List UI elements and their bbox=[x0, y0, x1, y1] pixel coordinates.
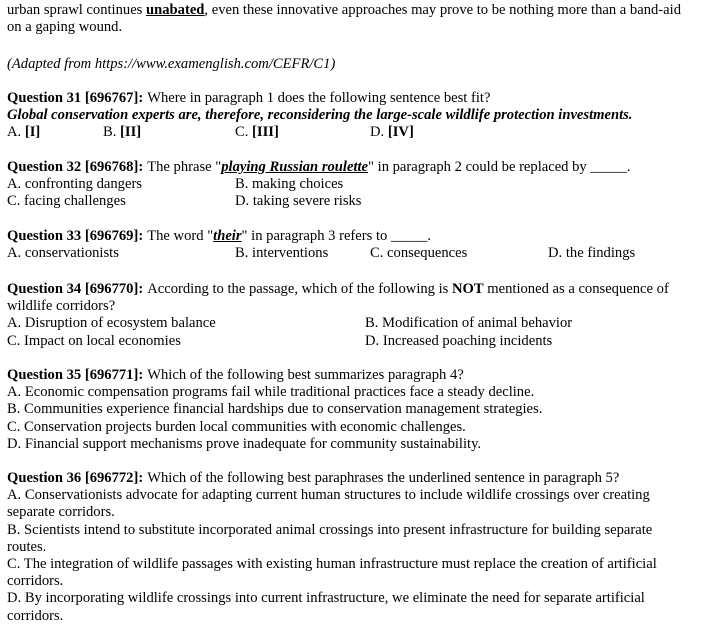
option-letter: A. bbox=[7, 176, 22, 193]
source-attribution: (Adapted from https://www.examenglish.com/CEFR/C1) bbox=[7, 56, 336, 72]
question-33 bbox=[7, 228, 695, 262]
question-35-prompt: Which of the following best summarizes paragraph 4? bbox=[147, 367, 464, 383]
question-33-option-b[interactable] bbox=[235, 245, 328, 262]
question-36-label: Question 36 [696772]: bbox=[7, 470, 144, 486]
question-36 bbox=[7, 470, 695, 625]
question-32-prompt-pre: The phrase " bbox=[147, 159, 222, 175]
option-text: [III] bbox=[252, 124, 279, 141]
question-33-prompt-post: " in paragraph 3 refers to _____. bbox=[241, 228, 432, 244]
option-letter: C. bbox=[235, 124, 249, 141]
passage-tail-paragraph bbox=[7, 2, 695, 36]
option-text: Increased poaching incidents bbox=[382, 332, 553, 349]
question-31-option-b[interactable] bbox=[103, 124, 141, 141]
option-text: Communities experience financial hardships due to conservation management strategies. bbox=[24, 401, 543, 418]
option-text: the findings bbox=[565, 245, 636, 262]
question-32-option-a[interactable] bbox=[7, 176, 142, 193]
option-letter: B. bbox=[235, 176, 249, 193]
question-35-option-b[interactable] bbox=[7, 401, 695, 418]
option-text: conservationists bbox=[24, 245, 119, 262]
question-35-option-c[interactable] bbox=[7, 419, 695, 436]
question-31-option-c[interactable] bbox=[235, 124, 279, 141]
question-35 bbox=[7, 367, 695, 453]
question-33-prompt-line bbox=[7, 228, 695, 245]
option-letter: A. bbox=[7, 124, 22, 141]
option-text: Impact on local economies bbox=[24, 332, 181, 349]
question-35-option-d[interactable] bbox=[7, 436, 695, 453]
question-34-options-row-1 bbox=[7, 315, 695, 332]
question-31-inserted-sentence: Global conservation experts are, therefore, reconsidering the large-scale wildlife protection investments. bbox=[7, 107, 633, 124]
question-32-option-d[interactable] bbox=[235, 193, 361, 210]
option-letter: A. bbox=[7, 245, 22, 262]
option-text: Conservationists advocate for adapting current human structures to include wildlife crossings over creating separate corridors. bbox=[7, 487, 650, 521]
question-33-option-c[interactable] bbox=[370, 245, 467, 262]
option-letter: B. bbox=[7, 521, 21, 538]
question-32-options-row-1 bbox=[7, 176, 695, 193]
question-31-option-a[interactable] bbox=[7, 124, 40, 141]
option-letter: D. bbox=[7, 435, 22, 452]
question-34-options-row-2 bbox=[7, 333, 695, 350]
option-text: [II] bbox=[120, 124, 142, 141]
question-35-option-a[interactable] bbox=[7, 384, 695, 401]
option-letter: B. bbox=[235, 245, 249, 262]
option-text: By incorporating wildlife crossings into current infrastructure, we eliminate the need for separate artificial corridors. bbox=[7, 590, 645, 624]
option-text: confronting dangers bbox=[24, 176, 142, 193]
option-text: taking severe risks bbox=[252, 193, 362, 210]
question-34-option-c[interactable] bbox=[7, 333, 181, 350]
question-36-prompt-line bbox=[7, 470, 695, 487]
option-text: Scientists intend to substitute incorporated animal crossings into present infrastructure for building separate routes. bbox=[7, 521, 653, 555]
option-letter: A. bbox=[7, 487, 22, 504]
option-text: Conservation projects burden local communities with economic challenges. bbox=[24, 418, 466, 435]
question-34-option-d[interactable] bbox=[365, 333, 552, 350]
question-34-option-a[interactable] bbox=[7, 315, 216, 332]
option-text: facing challenges bbox=[24, 193, 126, 210]
option-letter: D. bbox=[365, 332, 380, 349]
question-32-prompt-post: " in paragraph 2 could be replaced by _____. bbox=[368, 159, 631, 175]
option-text: consequences bbox=[387, 245, 468, 262]
question-31-prompt-line bbox=[7, 90, 695, 107]
option-text: Disruption of ecosystem balance bbox=[24, 315, 216, 332]
passage-emphasis-unabated: unabated bbox=[146, 2, 205, 18]
option-text: [I] bbox=[24, 124, 41, 141]
question-36-prompt: Which of the following best paraphrases the underlined sentence in paragraph 5? bbox=[147, 470, 620, 486]
question-32-prompt-line bbox=[7, 159, 695, 176]
question-36-option-d[interactable] bbox=[7, 590, 695, 624]
option-letter: C. bbox=[370, 245, 384, 262]
question-33-option-d[interactable] bbox=[548, 245, 635, 262]
question-34-prompt-line bbox=[7, 281, 695, 315]
option-letter: A. bbox=[7, 384, 22, 401]
option-text: Financial support mechanisms prove inadequate for community sustainability. bbox=[24, 435, 482, 452]
question-33-prompt-pre: The word " bbox=[147, 228, 214, 244]
question-33-options bbox=[7, 245, 695, 262]
option-text: Economic compensation programs fail while traditional practices face a steady decline. bbox=[24, 384, 535, 401]
question-34-prompt-pre: According to the passage, which of the following is bbox=[147, 281, 452, 297]
question-34-option-b[interactable] bbox=[365, 315, 572, 332]
question-32-option-b[interactable] bbox=[235, 176, 343, 193]
question-36-option-b[interactable] bbox=[7, 522, 695, 556]
question-33-label: Question 33 [696769]: bbox=[7, 228, 144, 244]
option-letter: B. bbox=[365, 315, 379, 332]
question-36-option-a[interactable] bbox=[7, 487, 695, 521]
question-32-option-c[interactable] bbox=[7, 193, 126, 210]
option-letter: A. bbox=[7, 315, 22, 332]
option-text: interventions bbox=[252, 245, 329, 262]
question-31-label: Question 31 [696767]: bbox=[7, 90, 144, 106]
question-33-emphasis-word: their bbox=[213, 228, 242, 244]
question-31-option-d[interactable] bbox=[370, 124, 414, 141]
question-34-label: Question 34 [696770]: bbox=[7, 281, 144, 297]
option-text: [IV] bbox=[387, 124, 414, 141]
question-35-label: Question 35 [696771]: bbox=[7, 367, 144, 383]
question-34-emphasis-not: NOT bbox=[452, 281, 484, 297]
question-32-label: Question 32 [696768]: bbox=[7, 159, 144, 175]
option-letter: D. bbox=[7, 590, 22, 607]
option-text: The integration of wildlife passages with existing human infrastructure must replace the creation of artificial corridors. bbox=[7, 556, 657, 590]
question-34 bbox=[7, 281, 695, 350]
option-letter: B. bbox=[103, 124, 117, 141]
option-letter: B. bbox=[7, 401, 21, 418]
question-36-option-c[interactable] bbox=[7, 556, 695, 590]
option-letter: C. bbox=[7, 418, 21, 435]
passage-tail-pre: urban sprawl continues bbox=[7, 2, 147, 18]
question-32 bbox=[7, 159, 695, 211]
option-text: Modification of animal behavior bbox=[382, 315, 573, 332]
question-32-options-row-2 bbox=[7, 193, 695, 210]
question-31-options bbox=[7, 124, 695, 141]
option-letter: D. bbox=[235, 193, 250, 210]
option-letter: C. bbox=[7, 332, 21, 349]
option-letter: C. bbox=[7, 556, 21, 573]
question-31-prompt: Where in paragraph 1 does the following sentence best fit? bbox=[147, 90, 491, 106]
option-letter: D. bbox=[370, 124, 385, 141]
question-33-option-a[interactable] bbox=[7, 245, 119, 262]
question-35-prompt-line bbox=[7, 367, 695, 384]
option-letter: D. bbox=[548, 245, 563, 262]
question-32-emphasis-phrase: playing Russian roulette bbox=[221, 159, 369, 175]
option-letter: C. bbox=[7, 193, 21, 210]
option-text: making choices bbox=[252, 176, 344, 193]
question-34-prompt-post: mentioned as a consequence of wildlife corridors? bbox=[7, 281, 669, 315]
passage-tail-post: , even these innovative approaches may prove to be nothing more than a band-aid on a gaping wound. bbox=[7, 2, 681, 36]
question-31 bbox=[7, 90, 695, 142]
